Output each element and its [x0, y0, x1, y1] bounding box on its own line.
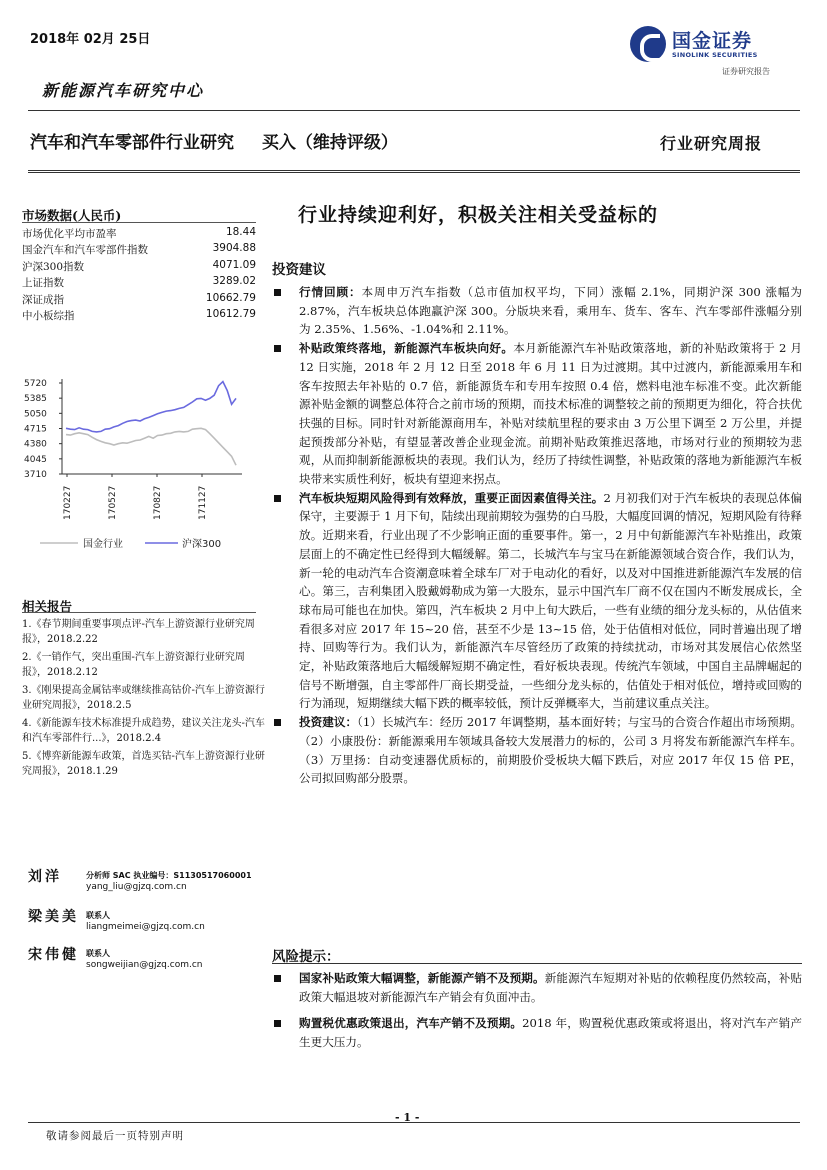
- bullet-body: 本周申万汽车指数（总市值加权平均，下同）涨幅 2.1%，同期沪深 300 涨幅为 2.87%，汽车板块总体跑赢沪深 300。分版块来看，乘用车、货车、客车、汽车零部件涨幅分别为 2.35%、1.56%、-1.04%和 2.11%。: [299, 285, 802, 337]
- analyst-email[interactable]: songweijian@gjzq.com.cn: [86, 960, 203, 970]
- related-report-item[interactable]: 1.《春节期间重要事项点评-汽车上游资源行业研究周报》，2018.2.22: [22, 619, 255, 645]
- risk-divider: [272, 963, 802, 964]
- bullet-item: [272, 713, 802, 788]
- market-data-row: [22, 292, 256, 307]
- bullet-item: [272, 283, 802, 339]
- market-value: 3904.88: [212, 242, 256, 255]
- related-report-item[interactable]: 5.《博弈新能源车政策，首选买钴-汽车上游资源行业研究周报》，2018.1.29: [22, 751, 265, 777]
- chart-y-tick-label: 4045: [24, 454, 47, 465]
- chart-y-tick-label: 5385: [24, 394, 47, 405]
- chart-y-tick-label: 3710: [24, 470, 47, 480]
- logo-mark-icon: [630, 26, 666, 62]
- market-data-row: [22, 308, 256, 323]
- market-data-row: [22, 275, 256, 290]
- related-report-item[interactable]: 2.《一销作气，突出重围-汽车上游资源行业研究周报》，2018.2.12: [22, 652, 245, 678]
- market-label: 中小板综指: [22, 310, 75, 322]
- company-logo: [630, 22, 800, 78]
- market-data-divider: [22, 222, 256, 223]
- report-title-row: [30, 128, 398, 153]
- chart-y-tick-label: 5050: [24, 409, 47, 420]
- bullet-body: 2 月初我们对于汽车板块的表现总体偏保守，主要源于 1 月下旬，陆续出现前期较为强势的白马股，大幅度回调的情况，短期风险有待释放。近期来看，行业出现了不少影响正面的重要事件。第一，2 月中旬新能源汽车补贴推出，政策层面上的不确定性已经得到大幅缓解。第二，长城汽车与宝马在新能源领域合资合作，我们认为，新一轮的电动汽车合资潮意味着全球车厂对于电动化的看好，以及对中国推进新能源汽车发展的信心。第三，吉利集团入股戴姆勒成为第一大股东，显示中国汽车厂商不仅在国内不断发展成长，全球布局可能也在加快。第四，汽车板块 2 月中上旬大跌后，一些有业绩的细分龙头标的，从估值来看很多对应 2017 年 15~20 倍，甚至不少是 13~15 倍，处于估值相对低位，同时普遍出现了增持、回购等行为。我们认为，新能源汽车尽管经历了政策的持续扰动，市场对其发展信心依然坚定，补贴政策落地后大幅缓解短期不确定性，看好板块表现。传统汽车领域，中国自主品牌崛起的信号不断增强，自主零部件厂商长期受益，一些细分龙头标的，估值处于相对低位，增持或回购的行为涌现，短期继续大幅下跌的概率较低，预计反弹概率大，当前建议重点关注。: [299, 490, 802, 711]
- risk-title: 风险提示：: [272, 949, 340, 965]
- market-value: 3289.02: [212, 275, 256, 288]
- report-title: 汽车和汽车零部件行业研究: [30, 133, 234, 153]
- risk-list: [272, 969, 802, 1059]
- chart-y-tick-label: 4715: [24, 424, 47, 435]
- analyst-name: 梁美美: [28, 909, 79, 925]
- analyst-role: 联系人: [86, 911, 110, 920]
- chart-x-tick-label: 171127: [198, 485, 208, 520]
- bullet-lead: 补贴政策终落地，新能源汽车板块向好。: [299, 341, 514, 356]
- research-center-name: 新能源汽车研究中心: [42, 81, 205, 100]
- bullet-body: 本月新能源汽车补贴政策落地，新的补贴政策将于 2 月 12 日实施，2018 年 2 月 12 日至 2018 年 6 月 11 日为过渡期。其中过渡内，新能源乘用车和客车按照去年补贴的 0.7 倍，新能源货车和专用车按照 0.4 倍，燃料电池车标准不变。此次新能源补贴金额的调整总体符合之前市场的预期，而技术标准的调整较之前的预期更为细化，符合扶优扶强的目标。同时针对新能源商用车，补贴对续航里程的要求由 3 万公里下调至 2 万公里，并提起预拨部分补贴，有望显著改善企业现金流。前期补贴政策推迟落地，市场对行业的预期较为悲观，从而抑制新能源板块的表现。我们认为，经历了持续性调整，补贴政策的落地为新能源汽车板块带来实质性利好，板块有望迎来拐点。: [299, 341, 802, 487]
- risk-lead: 购置税优惠政策退出，汽车产销不及预期。: [299, 1016, 523, 1030]
- chart-y-tick-label: 5720: [24, 379, 47, 389]
- chart-series-line-industry: [66, 428, 236, 465]
- market-value: 4071.09: [212, 258, 256, 271]
- related-report-item[interactable]: 4.《新能源车技术标准提升成趋势，建议关注龙头-汽车和汽车零部件行...》，2018.2.4: [22, 718, 265, 744]
- analyst-email[interactable]: liangmeimei@gjzq.com.cn: [86, 922, 205, 932]
- market-data-row: [22, 242, 256, 257]
- risk-item: [272, 969, 802, 1007]
- title-divider: [28, 170, 800, 174]
- market-value: 10612.79: [205, 308, 256, 320]
- market-label: 沪深300指数: [22, 260, 85, 273]
- risk-body: 新能源汽车短期对补贴的依赖程度仍然较高，补贴政策大幅退坡对新能源汽车产销会有负面冲击。: [299, 971, 802, 1004]
- logo-cn-text: 国金证券: [672, 30, 753, 52]
- section-title: 投资建议: [272, 262, 326, 278]
- market-label: 上证指数: [22, 277, 64, 290]
- analyst-name: 宋伟健: [28, 947, 79, 963]
- footer-note: 敬请参阅最后一页特别声明: [46, 1130, 184, 1142]
- related-reports-list: [22, 617, 267, 782]
- investment-bullets: [272, 283, 802, 788]
- main-headline: 行业持续迎利好，积极关注相关受益标的: [298, 204, 659, 226]
- logo-en-text: SINOLINK SECURITIES: [672, 51, 758, 59]
- market-value: 10662.79: [205, 291, 256, 304]
- related-reports-title: 相关报告: [22, 599, 73, 614]
- bullet-item: [272, 339, 802, 489]
- chart-x-tick-label: 170227: [63, 485, 73, 520]
- related-report-item[interactable]: 3.《刚果提高金属钴率或继续推高钴价-汽车上游资源行业研究周报》，2018.2.5: [22, 685, 265, 711]
- index-chart: [20, 372, 260, 557]
- header-divider: [28, 110, 800, 111]
- bullet-lead: 投资建议：: [299, 715, 358, 730]
- footer-divider: [28, 1122, 800, 1123]
- page-number: - 1 -: [395, 1111, 420, 1124]
- chart-series-line-hs300: [66, 382, 236, 432]
- chart-legend-label: 沪深300: [182, 539, 222, 550]
- analyst-name: 刘洋: [28, 869, 62, 885]
- risk-body: 2018 年，购置税优惠政策或将退出，将对汽车产销产生更大压力。: [299, 1016, 802, 1049]
- report-date: 2018年 02月 25日: [30, 32, 151, 47]
- bullet-lead: 行情回顾：: [299, 285, 362, 299]
- market-data-row: [22, 226, 256, 241]
- market-data-row: [22, 259, 256, 274]
- chart-x-tick-label: 170527: [108, 485, 118, 520]
- market-value: 18.44: [225, 226, 256, 238]
- chart-x-tick-label: 170827: [153, 485, 163, 520]
- market-label: 市场优化平均市盈率: [22, 228, 117, 240]
- bullet-item: [272, 489, 802, 713]
- market-label: 深证成指: [22, 293, 64, 306]
- analyst-email[interactable]: yang_liu@gjzq.com.cn: [86, 882, 187, 892]
- report-type: 行业研究周报: [660, 134, 763, 153]
- logo-subtitle: 证券研究报告: [722, 67, 770, 76]
- analyst-role: 联系人: [86, 949, 110, 958]
- chart-y-tick-label: 4380: [24, 439, 47, 450]
- chart-legend-label: 国金行业: [83, 539, 123, 550]
- rating: 买入（维持评级）: [261, 133, 398, 153]
- bullet-body: （1）长城汽车：经历 2017 年调整期，基本面好转；与宝马的合资合作超出市场预期。（2）小康股份：新能源乘用车领域具备较大发展潜力的标的，公司 3 月将发布新能源汽车样车。（3）万里扬：自动变速器优质标的，前期股价受板块大幅下跌后，对应 2017 年仅 15 倍 PE，公司拟回购部分股票。: [299, 715, 802, 786]
- risk-item: [272, 1014, 802, 1052]
- risk-lead: 国家补贴政策大幅调整，新能源产销不及预期。: [299, 971, 545, 985]
- market-label: 国金汽车和汽车零部件指数: [22, 244, 148, 257]
- market-data-title: 市场数据(人民币): [22, 208, 122, 223]
- analyst-role: 分析师 SAC 执业编号：S1130517060001: [86, 871, 252, 880]
- bullet-lead: 汽车板块短期风险得到有效释放，重要正面因素值得关注。: [299, 490, 604, 505]
- related-divider: [22, 612, 256, 613]
